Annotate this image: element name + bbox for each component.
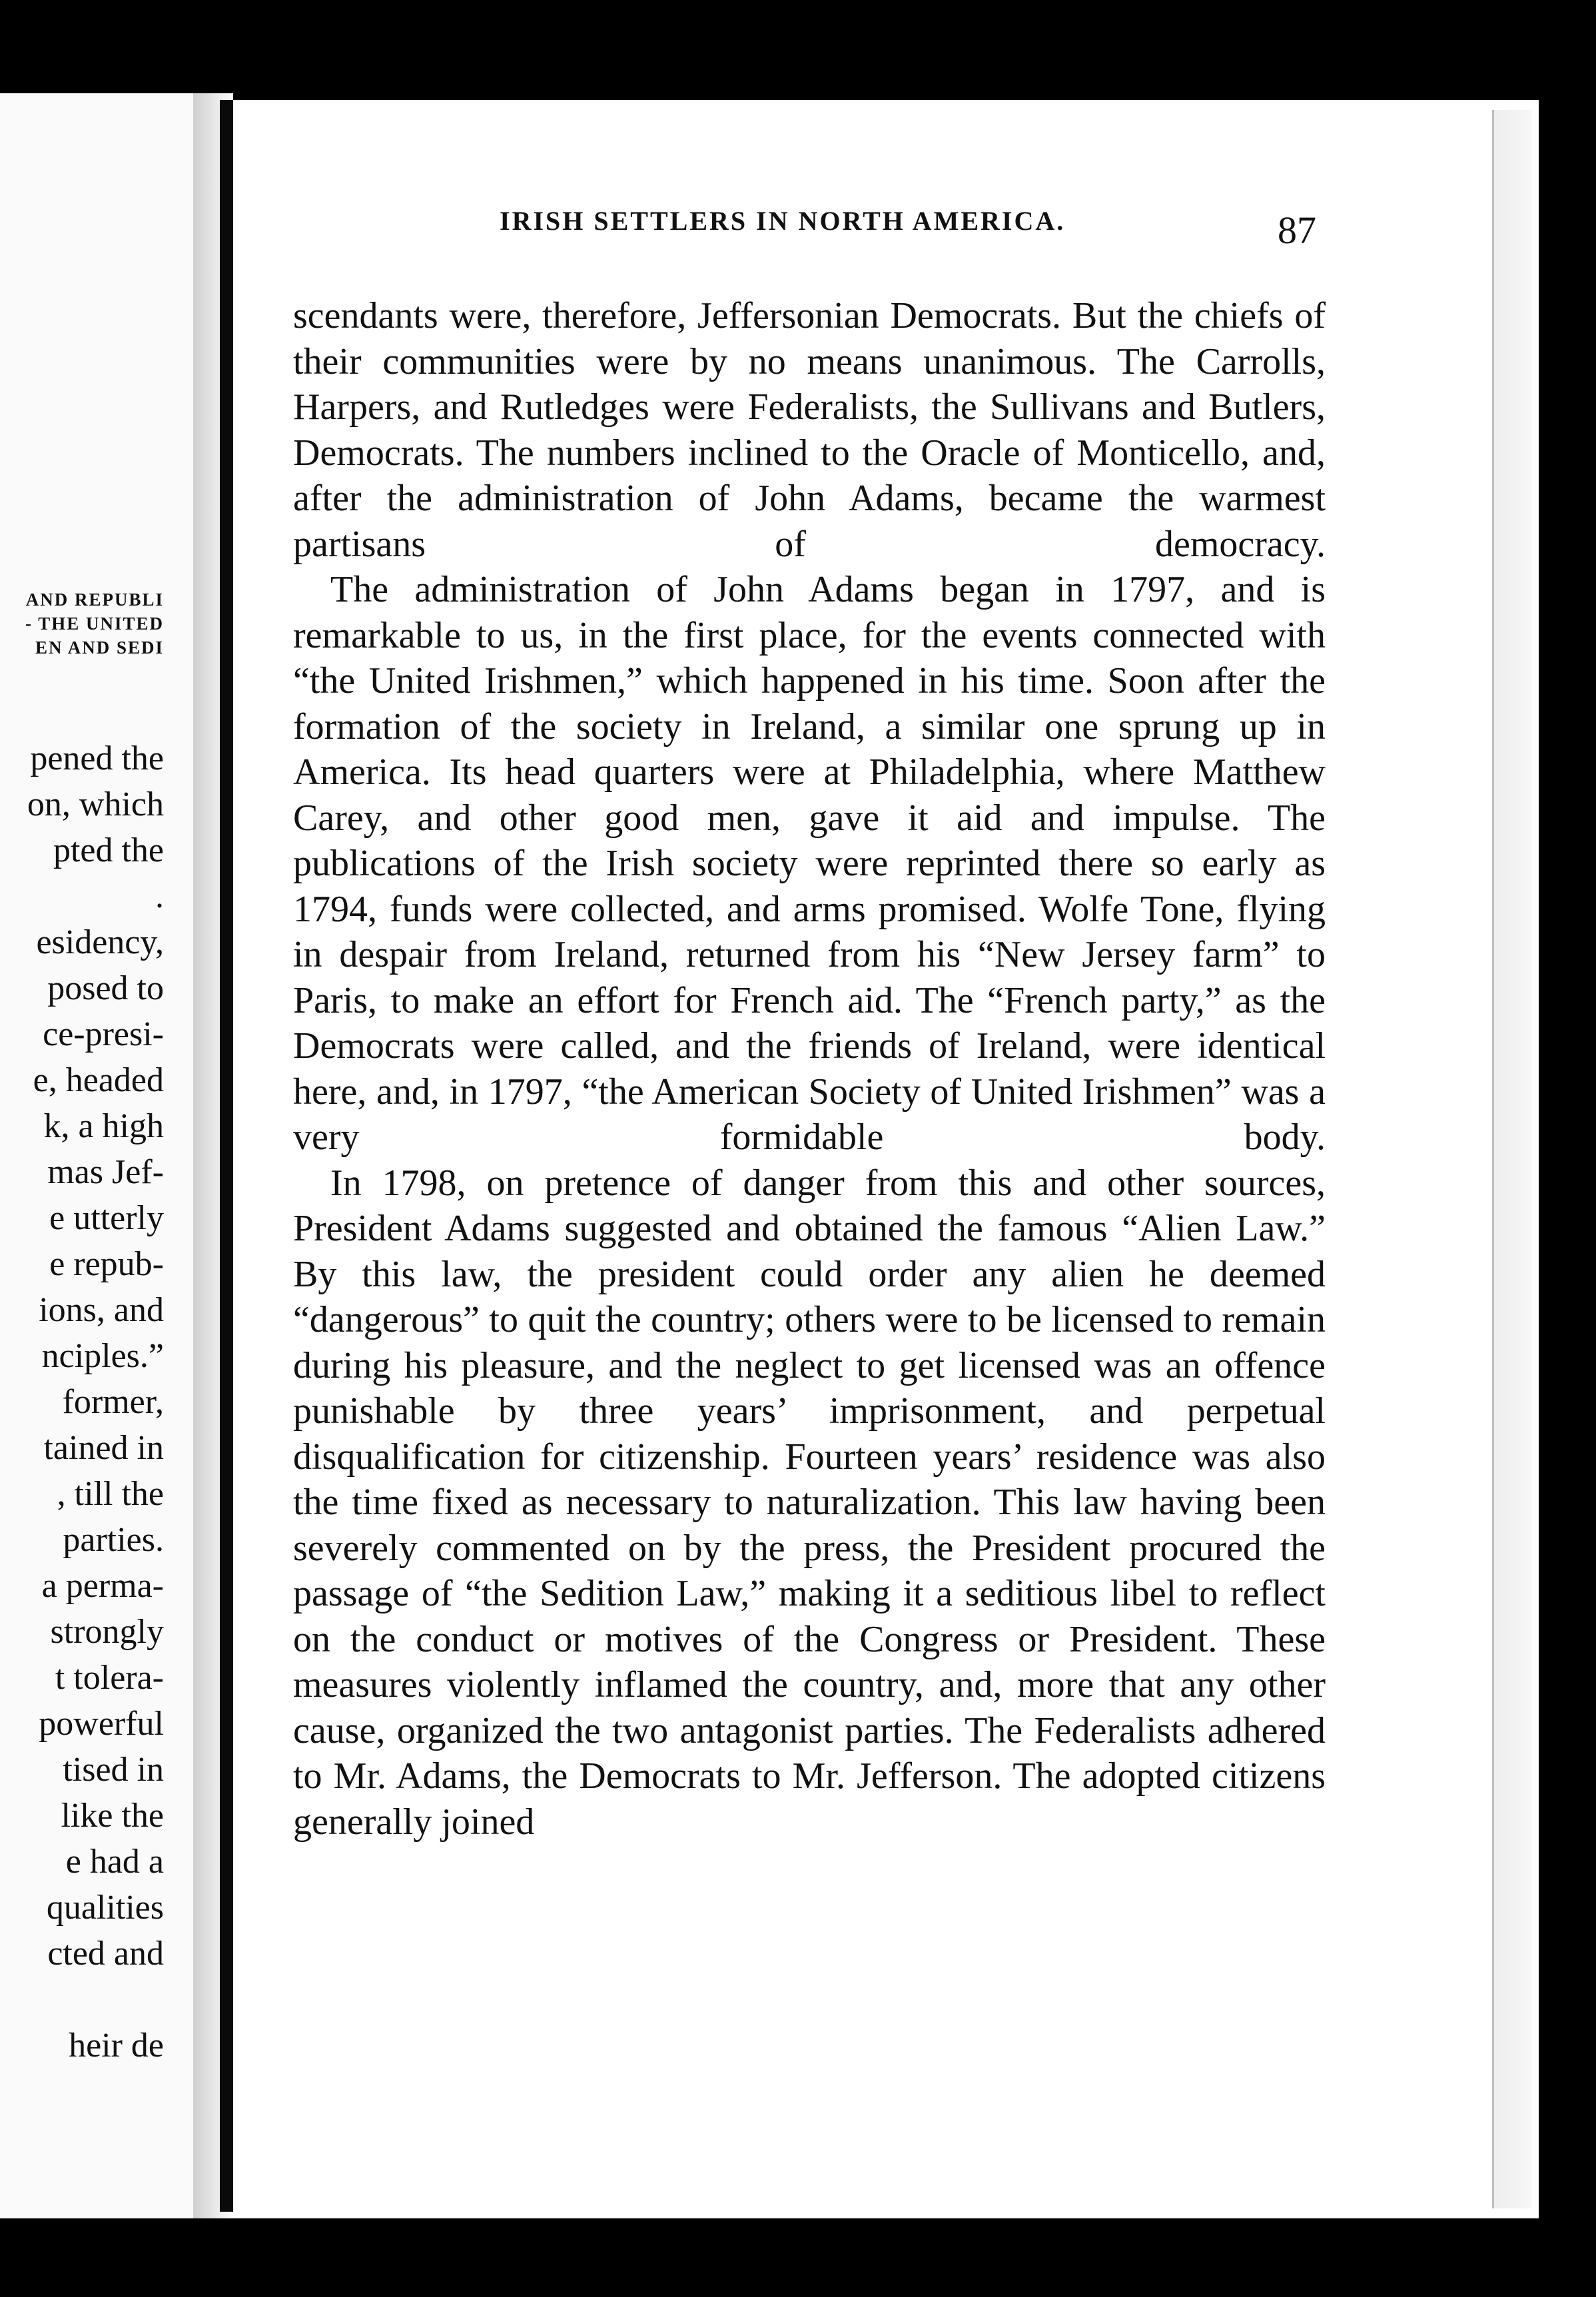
left-page-text-line: t tolera- bbox=[55, 1659, 164, 1697]
paragraph-1: scendants were, therefore, Jeffersonian Democrats. But the chiefs of their communities were by no means unanimous. The Carrolls, Harpers, and Rutledges were Federalists, the Sullivans and Butlers, Democrats. The numbers inclined to the Oracle of Monticello, and, after the administration of John Adams, became the warmest partisans of democracy. bbox=[293, 295, 1326, 565]
left-page-caps-line: - THE UNITED bbox=[25, 614, 164, 634]
left-page-text-line: k, a high bbox=[43, 1107, 164, 1145]
left-page-caps-line: EN AND SEDI bbox=[35, 638, 164, 658]
left-page-text-line: esidency, bbox=[36, 923, 164, 961]
left-page-text-line: nciples.” bbox=[41, 1337, 164, 1375]
left-page-text-line: like the bbox=[61, 1797, 164, 1835]
left-page-text-line: e repub- bbox=[49, 1245, 164, 1283]
left-page-text-line: on, which bbox=[27, 785, 164, 823]
left-page-text-line: ions, and bbox=[39, 1291, 164, 1329]
left-facing-page bbox=[0, 93, 193, 2218]
body-text bbox=[293, 293, 1326, 1845]
left-page-text-line: cted and bbox=[47, 1935, 164, 1973]
left-page-text-line: powerful bbox=[39, 1705, 164, 1743]
running-head: IRISH SETTLERS IN NORTH AMERICA. bbox=[500, 206, 1066, 236]
left-page-text-line: heir de bbox=[69, 2027, 164, 2065]
left-page-text-line: pened the bbox=[30, 739, 164, 777]
left-page-text-line: parties. bbox=[63, 1521, 164, 1559]
left-page-text-line: former, bbox=[62, 1383, 164, 1421]
left-page-text-line: qualities bbox=[46, 1889, 164, 1927]
paragraph-2 bbox=[293, 567, 1326, 1160]
left-page-text-line: e had a bbox=[65, 1843, 164, 1881]
left-page-text-line: strongly bbox=[50, 1613, 164, 1651]
left-page-text-line: , till the bbox=[57, 1475, 164, 1513]
left-page-text-line: tained in bbox=[43, 1429, 164, 1467]
paragraph-2-text: The administration of John Adams began in 1797, and is remarkable to us, in the first place, for the events connected with “the United Irishmen,” which happened in his time. Soon after the formation of the society in Ireland, a similar one sprung up in America. Its head quarters were at Philadelphia, where Matthew Carey, and other good men, gave it aid and impulse. The publications of the Irish society were reprinted there so early as 1794, funds were collected, and arms promised. Wolfe Tone, flying in despair from Ireland, returned from his “New Jersey farm” to Paris, to make an effort for French aid. The “French party,” as the Democrats were called, and the friends of Ireland, were identical here, and, in 1797, “the American Society of United Irishmen” was a very formidable body. bbox=[293, 569, 1326, 1158]
left-page-text-line: . bbox=[155, 877, 164, 915]
paragraph-3 bbox=[293, 1160, 1326, 1845]
left-page-text-line: e, headed bbox=[33, 1061, 164, 1099]
left-page-text-line: posed to bbox=[47, 969, 164, 1007]
left-page-text-line: tised in bbox=[63, 1751, 164, 1789]
left-page-text-line: mas Jef- bbox=[47, 1153, 164, 1191]
right-page-edge bbox=[1492, 110, 1531, 2208]
left-page-text-line: ce-presi- bbox=[43, 1015, 164, 1053]
left-page-text-line: pted the bbox=[53, 831, 164, 869]
left-page-text-line: a perma- bbox=[41, 1567, 164, 1605]
page-number: 87 bbox=[1278, 209, 1316, 252]
left-page-caps-line: AND REPUBLI bbox=[25, 590, 164, 610]
left-page-text-line: e utterly bbox=[49, 1199, 164, 1237]
paragraph-3-text: In 1798, on pretence of danger from this and other sources, President Adams suggested and obtained the famous “Alien Law.” By this law, the president could order any alien he deemed “dangerous” to quit the country; others were to be licensed to remain during his pleasure, and the neglect to get licensed was an offence punishable by three years’ imprisonment, and perpetual disqualification for citizenship. Fourteen years’ residence was also the time fixed as necessary to naturalization. This law having been severely commented on by the press, the President procured the passage of “the Sedition Law,” making it a seditious libel to reflect on the conduct or motives of the Congress or President. These measures violently inflamed the country, and, more that any other cause, organized the two antagonist parties. The Federalists adhered to Mr. Adams, the Democrats to Mr. Jefferson. The adopted citizens generally joined bbox=[293, 1162, 1326, 1843]
